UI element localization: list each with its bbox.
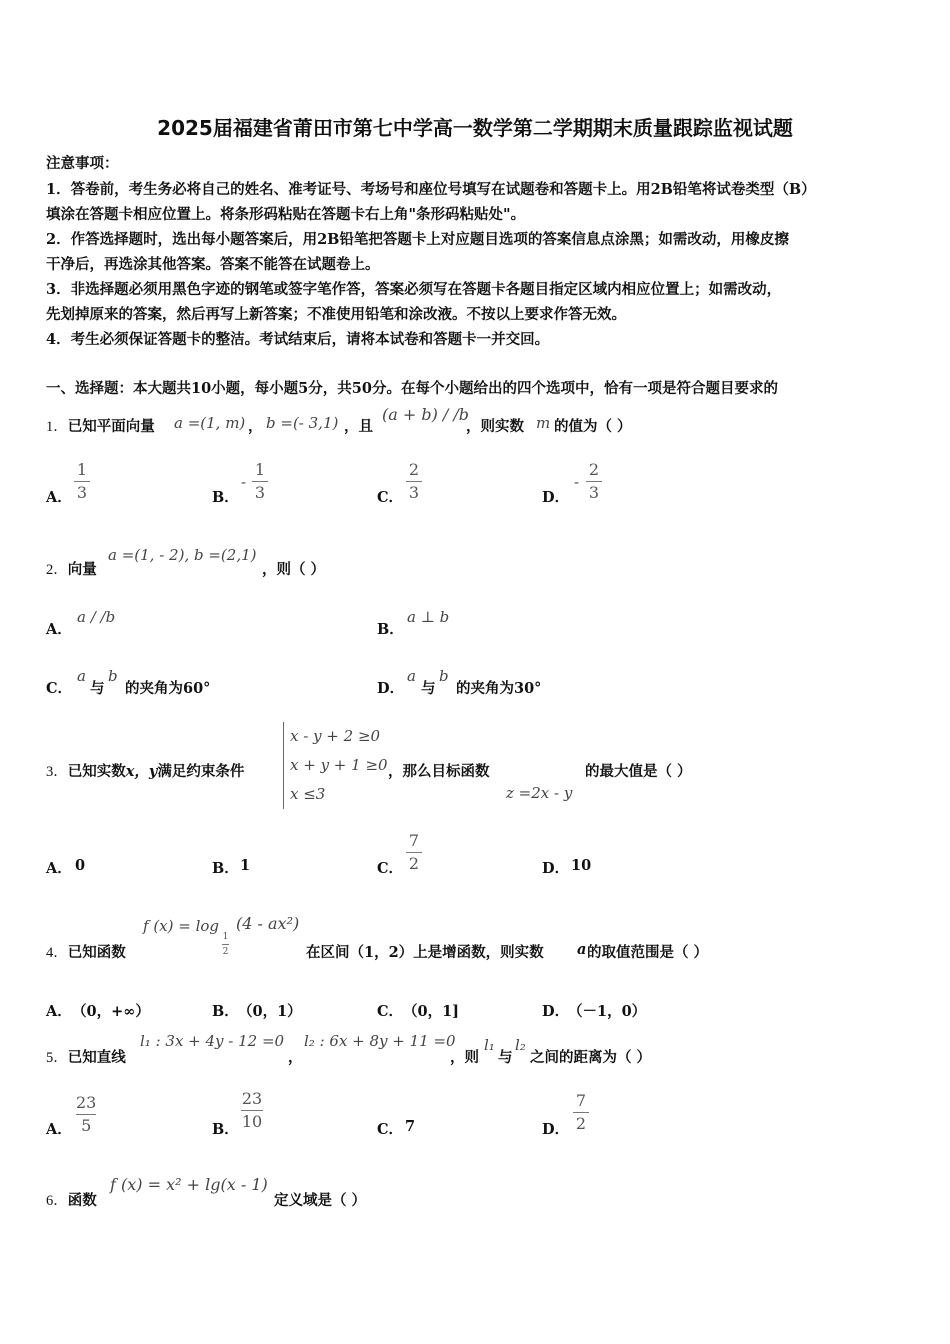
option-label[interactable]: D．	[542, 1121, 570, 1138]
question-text: 之间的距离为（ ）	[530, 1049, 652, 1066]
log-base-fraction	[222, 932, 229, 957]
notice-line: 填涂在答题卡相应位置上。将条形码粘贴在答题卡右上角"条形码粘贴处"。	[46, 206, 526, 223]
denominator: 5	[81, 1116, 92, 1135]
fraction-bar	[406, 481, 422, 482]
math-expression: a =(1, m)	[174, 414, 246, 432]
page-title: 2025届福建省莆田市第七中学高一数学第二学期期末质量跟踪监视试题	[157, 116, 793, 140]
fraction	[74, 461, 90, 502]
notice-line: 4．考生必须保证答题卡的整洁。考试结束后，请将本试卷和答题卡一并交回。	[46, 331, 550, 348]
fraction	[76, 1094, 96, 1135]
question-number: 1．	[46, 419, 68, 435]
math-expression: (a + b) / /b	[382, 405, 470, 424]
notice-line: 2．作答选择题时，选出每小题答案后，用2B铅笔把答题卡上对应题目选项的答案信息点涂黑；如需改动，用橡皮擦	[46, 231, 789, 248]
option-label[interactable]: D．	[542, 860, 570, 877]
question-number: 6．	[46, 1193, 68, 1209]
math-expression: a =(1, - 2), b =(2,1)	[108, 546, 257, 564]
variable: a	[577, 941, 587, 958]
question-text: ，则	[450, 1049, 479, 1066]
fraction-bar	[573, 1112, 589, 1113]
option-text: 1	[240, 857, 251, 874]
question-text: 已知直线	[67, 1049, 126, 1066]
question-text: ，	[288, 1049, 303, 1066]
option-label[interactable]: B．	[212, 860, 239, 877]
option-label[interactable]: C．	[377, 1121, 404, 1138]
objective-function: z =2x - y	[506, 784, 573, 802]
option-text: 的夹角为30°	[456, 680, 542, 697]
line-1-equation: l₁ : 3x + 4y - 12 =0	[140, 1032, 285, 1050]
question-text: 的最大值是（ ）	[585, 763, 692, 780]
numerator: 23	[241, 1089, 263, 1108]
numerator: 1	[254, 460, 266, 479]
question-text: ，那么目标函数	[388, 763, 490, 780]
option-text: 的夹角为60°	[125, 680, 211, 697]
question-number: 3．	[46, 764, 68, 780]
option-math: a / /b	[77, 608, 116, 626]
question-3-stem	[46, 760, 244, 781]
notice-line: 先划掉原来的答案，然后再写上新答案；不准使用铅笔和涂改液。不按以上要求作答无效。	[46, 306, 626, 323]
notice-heading: 注意事项：	[46, 155, 119, 172]
fraction	[241, 1090, 263, 1131]
option-text: （－1，0）	[568, 1003, 647, 1020]
fraction	[573, 1092, 589, 1133]
fraction	[252, 461, 268, 502]
question-text: 函数	[67, 1192, 97, 1209]
denominator: 2	[408, 854, 420, 873]
question-text: 已知平面向量	[67, 418, 155, 435]
denominator: 3	[588, 483, 600, 502]
option-label[interactable]: C．	[377, 860, 404, 877]
option-text: 与	[421, 680, 436, 697]
question-text: ，且	[344, 418, 373, 435]
fraction-bar	[222, 944, 229, 945]
question-text: 向量	[67, 561, 97, 578]
numerator: 1	[76, 460, 88, 479]
option-label[interactable]: A．	[46, 1121, 72, 1138]
section-heading: 一、选择题：本大题共10小题，每小题5分，共50分。在每个小题给出的四个选项中，恰有一项是符合题目要求的	[46, 380, 778, 397]
fraction-bar	[406, 852, 422, 853]
denominator: 2	[575, 1114, 587, 1133]
question-1-stem	[46, 415, 155, 436]
vector-b: b	[439, 667, 449, 685]
denominator: 2	[222, 947, 229, 957]
fraction-bar	[586, 481, 602, 482]
notice-line: 干净后，再选涂其他答案。答案不能答在试题卷上。	[46, 256, 380, 273]
option-text: （0，+∞）	[72, 1003, 150, 1020]
question-text: 与	[498, 1049, 513, 1066]
denominator: 10	[241, 1112, 263, 1131]
question-text: 定义域是（ ）	[274, 1192, 367, 1209]
math-expression: (4 - ax²)	[236, 914, 300, 933]
constraint: x ≤3	[290, 785, 326, 803]
option-label[interactable]: B．	[377, 621, 404, 638]
fraction-bar	[241, 1110, 263, 1111]
denominator: 3	[254, 483, 266, 502]
option-label[interactable]: A．	[46, 860, 72, 877]
question-4-stem	[46, 941, 126, 962]
math-expression: b =(- 3,1)	[266, 414, 339, 432]
question-text: ，	[248, 418, 263, 435]
notice-line: 1．答卷前，考生务必将自己的姓名、准考证号、考场号和座位号填写在试题卷和答题卡上。用2B铅笔将试卷类型（B）	[46, 181, 816, 198]
option-label[interactable]: D．	[542, 489, 570, 506]
fraction	[406, 832, 422, 873]
option-label[interactable]: A．	[46, 489, 72, 506]
line-1-label: l₁	[484, 1036, 495, 1054]
question-6-stem	[46, 1189, 97, 1210]
question-text: 的值为（ ）	[554, 418, 632, 435]
option-label[interactable]: C．	[377, 1003, 404, 1020]
denominator: 3	[408, 483, 420, 502]
denominator: 3	[76, 483, 88, 502]
variables: x，y	[125, 763, 158, 780]
option-text: 0	[75, 857, 86, 874]
question-text: 已知实数	[67, 763, 126, 780]
line-2-label: l₂	[515, 1036, 526, 1054]
option-text: 10	[571, 857, 592, 874]
numerator: 7	[575, 1091, 587, 1110]
option-label[interactable]: D．	[542, 1003, 570, 1020]
numerator: 2	[588, 460, 600, 479]
question-text: 已知函数	[67, 944, 126, 961]
numerator: 23	[76, 1093, 97, 1112]
vector-b: b	[108, 667, 118, 685]
math-expression: f (x) = log	[143, 917, 220, 935]
question-number: 2．	[46, 562, 68, 578]
line-2-equation: l₂ : 6x + 8y + 11 =0	[304, 1032, 456, 1050]
fraction-bar	[74, 481, 90, 482]
numerator: 7	[408, 831, 420, 850]
question-text: ，则实数	[466, 418, 524, 435]
question-text: 的取值范围是（ ）	[587, 944, 709, 961]
constraint: x - y + 2 ≥0	[290, 727, 381, 745]
minus-sign: -	[241, 473, 247, 491]
fraction	[586, 461, 602, 502]
fraction-bar	[76, 1114, 96, 1115]
notice-line: 3．非选择题必须用黑色字迹的钢笔或签字笔作答，答案必须写在答题卡各题目指定区域内相应位置上；如需改动，	[46, 281, 782, 298]
fraction-bar	[252, 481, 268, 482]
constraint-system	[283, 722, 388, 809]
option-text: 与	[90, 680, 105, 697]
numerator: 1	[222, 932, 229, 942]
option-text: （0，1]	[403, 1003, 460, 1020]
math-expression: m	[536, 414, 551, 432]
constraint: x + y + 1 ≥0	[290, 756, 388, 774]
option-label[interactable]: A．	[46, 1003, 72, 1020]
numerator: 2	[408, 460, 420, 479]
option-label[interactable]: B．	[212, 489, 239, 506]
question-number: 4．	[46, 945, 68, 961]
question-text: 在区间（1，2）上是增函数，则实数	[306, 944, 544, 961]
math-expression: f (x) = x² + lg(x - 1)	[110, 1175, 268, 1194]
fraction	[406, 461, 422, 502]
option-label[interactable]: A．	[46, 621, 72, 638]
minus-sign: -	[574, 473, 580, 491]
question-2-stem	[46, 558, 97, 579]
option-text: （0，1）	[238, 1003, 302, 1020]
option-label[interactable]: C．	[377, 489, 404, 506]
option-label[interactable]: B．	[212, 1003, 239, 1020]
question-number: 5．	[46, 1050, 68, 1066]
option-math: a ⊥ b	[407, 608, 450, 626]
question-5-stem	[46, 1046, 126, 1067]
vector-a: a	[407, 667, 416, 685]
option-label[interactable]: D．	[377, 680, 405, 697]
vector-a: a	[77, 667, 86, 685]
option-text: 7	[405, 1118, 416, 1135]
question-text: ，则（ ）	[262, 561, 326, 578]
question-text: 满足约束条件	[157, 763, 245, 780]
option-label[interactable]: C．	[46, 680, 73, 697]
option-label[interactable]: B．	[212, 1121, 239, 1138]
